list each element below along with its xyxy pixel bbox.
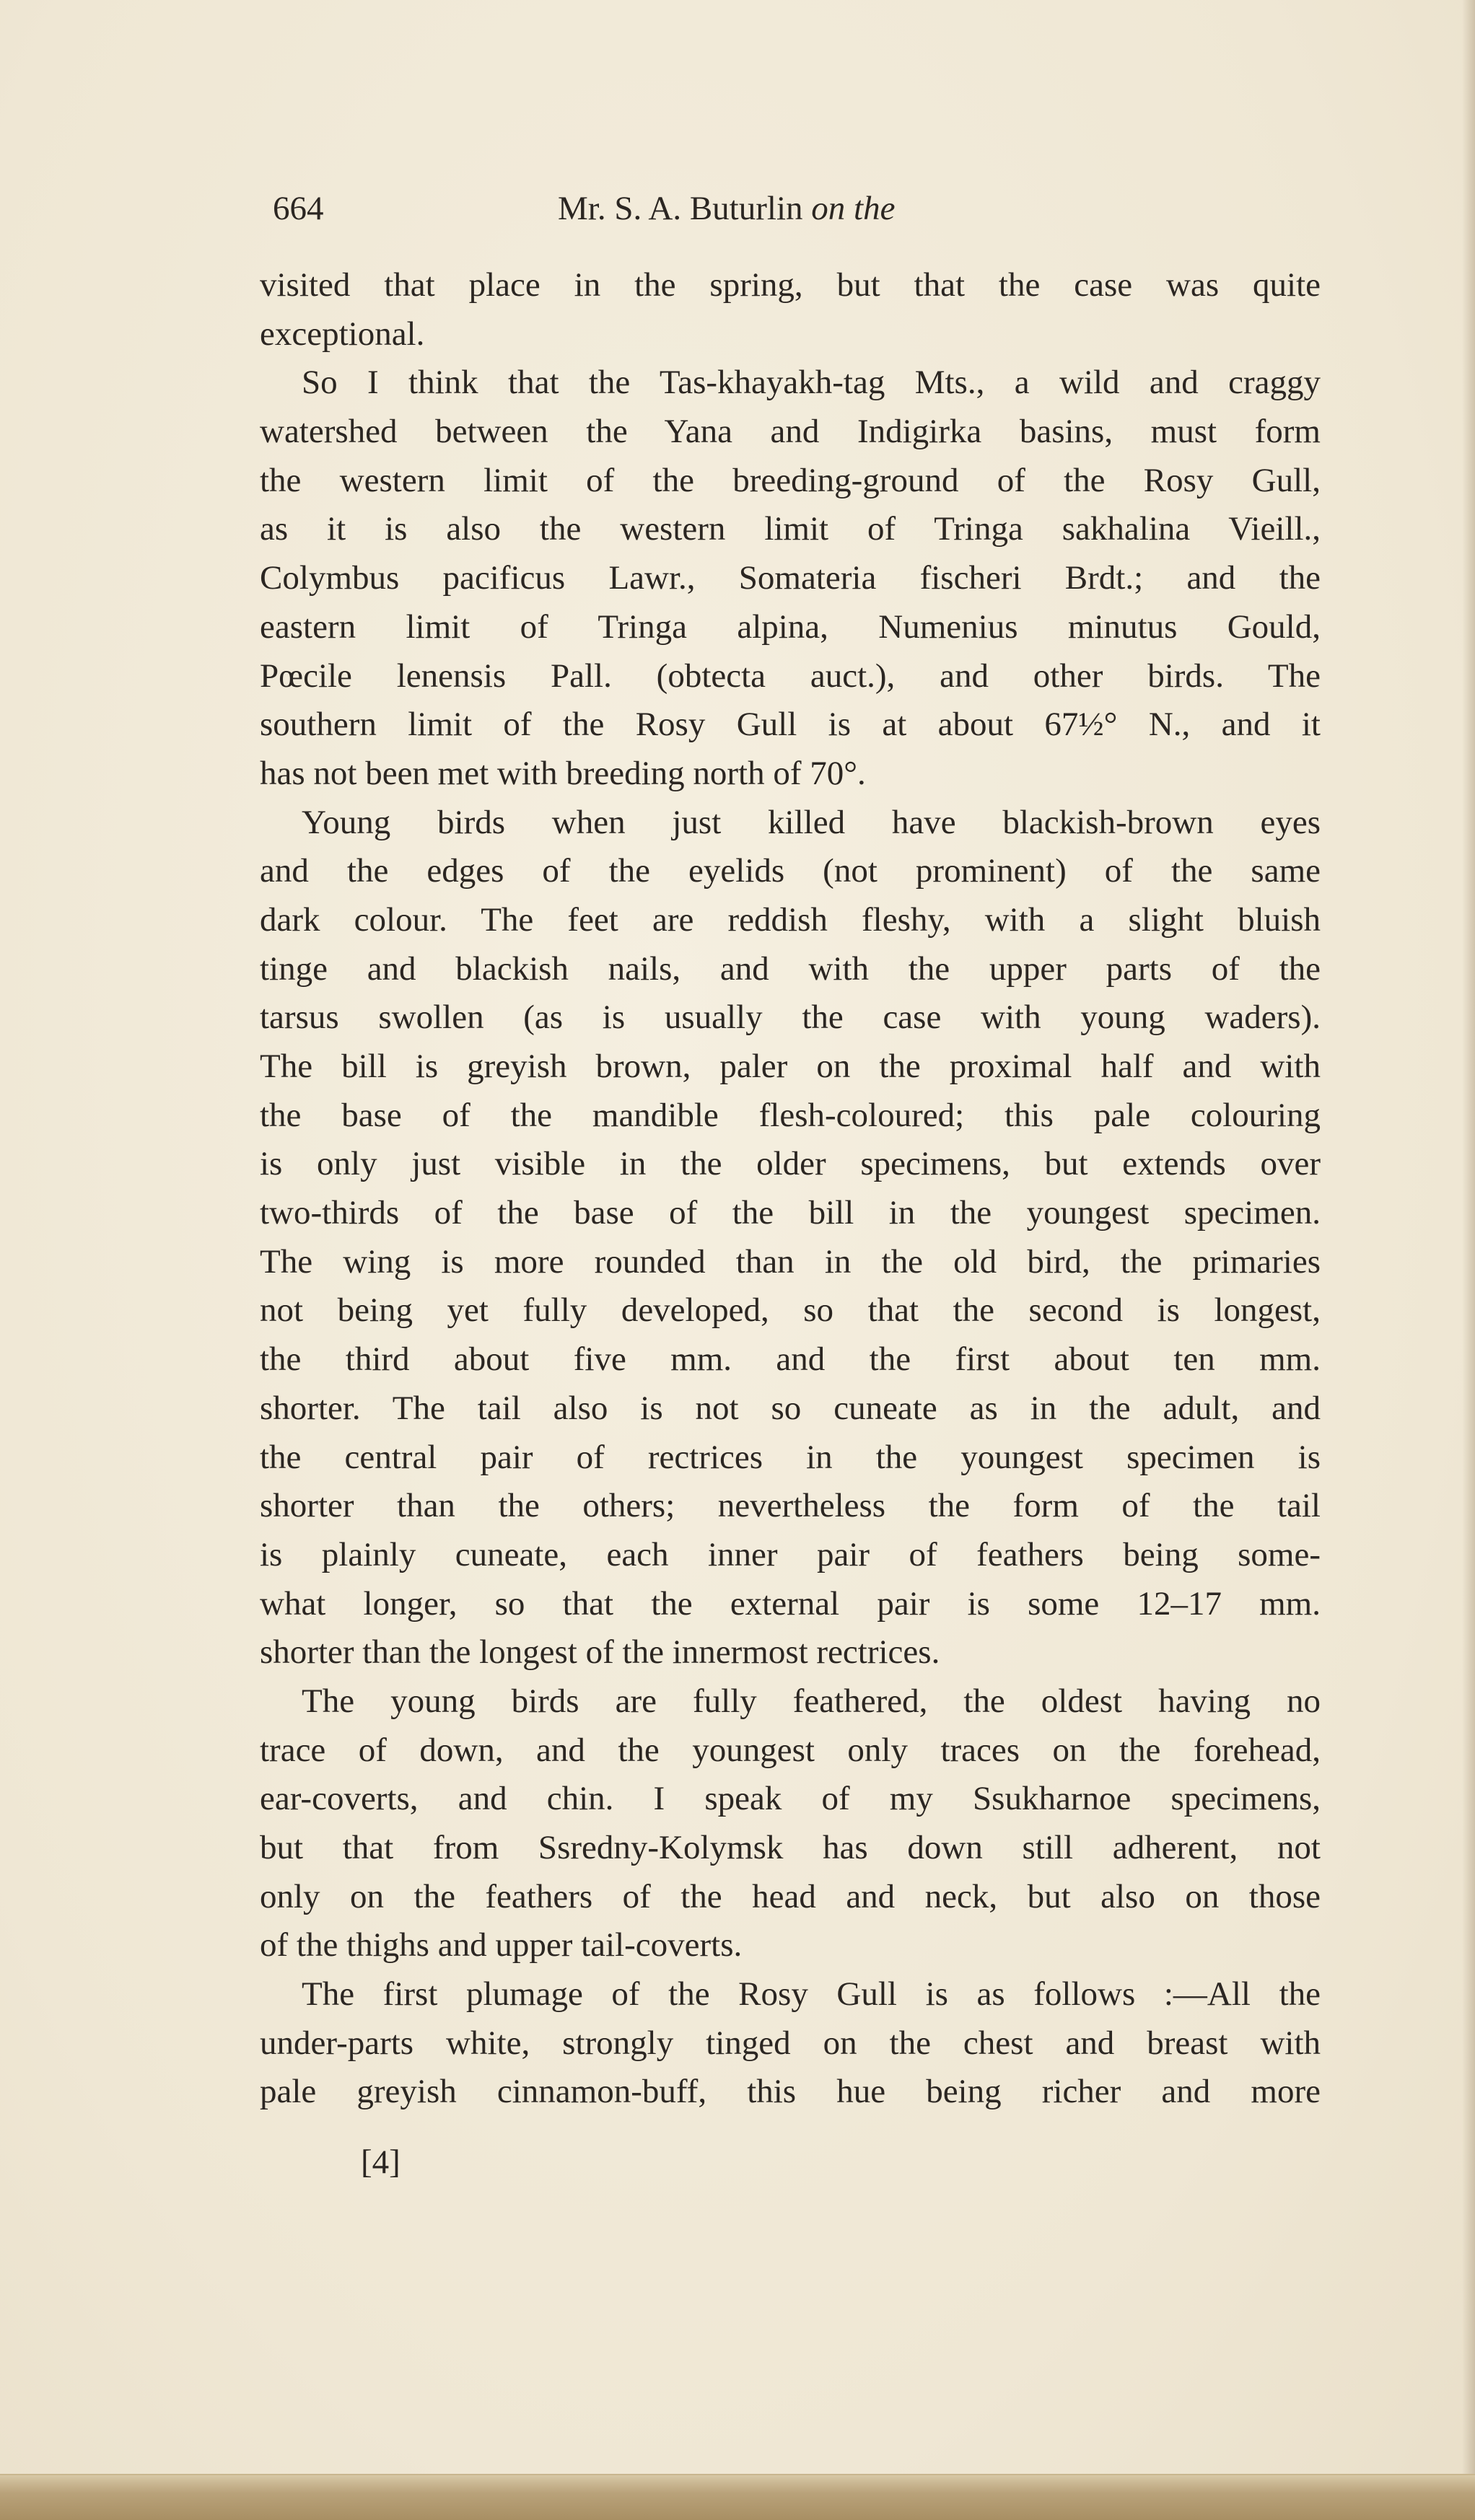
body-text — [260, 261, 1321, 2117]
text-line: exceptional. — [260, 315, 425, 353]
text-line: and the edges of the eyelids (not prominent) of the same — [260, 852, 1321, 890]
text-line: The wing is more rounded than in the old bird, the primaries — [260, 1242, 1321, 1281]
text-line: as it is also the western limit of Tringa sakhalina Vieill., — [260, 510, 1321, 548]
text-line: pale greyish cinnamon-buff, this hue being richer and more — [260, 2073, 1321, 2111]
text-line: but that from Ssredny-Kolymsk has down still adherent, not — [260, 1829, 1321, 1866]
text-line: not being yet fully developed, so that the second is longest, — [260, 1291, 1321, 1330]
text-line: visited that place in the spring, but that the case was quite — [260, 266, 1321, 304]
page-bottom-edge — [0, 2474, 1475, 2520]
text-line: The young birds are fully feathered, the oldest having no — [302, 1682, 1321, 1720]
text-line: southern limit of the Rosy Gull is at about 67½° N., and it — [260, 706, 1321, 744]
text-line: shorter. The tail also is not so cuneate as in the adult, and — [260, 1389, 1321, 1427]
text-line: has not been met with breeding north of 70°. — [260, 754, 866, 792]
running-head-author: Mr. S. A. Buturlin — [558, 190, 803, 227]
text-line: eastern limit of Tringa alpina, Numenius minutus Gould, — [260, 607, 1321, 646]
text-line: The bill is greyish brown, paler on the proximal half and with — [260, 1048, 1321, 1085]
text-line: tinge and blackish nails, and with the upper parts of the — [260, 949, 1321, 988]
text-line: dark colour. The feet are reddish fleshy, with a slight bluish — [260, 900, 1321, 939]
text-line: tarsus swollen (as is usually the case with young waders). — [260, 998, 1321, 1037]
text-line: of the thighs and upper tail-coverts. — [260, 1926, 743, 1964]
text-line: watershed between the Yana and Indigirka basins, must form — [260, 413, 1321, 451]
text-line: only on the feathers of the head and neck, but also on those — [260, 1877, 1321, 1915]
running-head-title: on the — [811, 190, 896, 227]
text-line: Colymbus pacificus Lawr., Somateria fischeri Brdt.; and the — [260, 559, 1321, 597]
text-line: shorter than the longest of the innermost rectrices. — [260, 1633, 940, 1672]
text-line: two-thirds of the base of the bill in the youngest specimen. — [260, 1194, 1321, 1232]
text-line: shorter than the others; nevertheless the form of the tail — [260, 1487, 1321, 1525]
text-line: is plainly cuneate, each inner pair of feathers being some- — [260, 1535, 1321, 1573]
signature-mark: [4] — [361, 2143, 401, 2181]
text-line: trace of down, and the youngest only traces on the forehead, — [260, 1731, 1321, 1769]
text-line: the third about five mm. and the first about ten mm. — [260, 1340, 1321, 1379]
text-line: the base of the mandible flesh-coloured; this pale colouring — [260, 1096, 1321, 1134]
text-line: ear-coverts, and chin. I speak of my Ssukharnoe specimens, — [260, 1780, 1321, 1818]
text-line: So I think that the Tas-khayakh-tag Mts., a wild and craggy — [302, 364, 1321, 402]
text-line: the central pair of rectrices in the youngest specimen is — [260, 1438, 1321, 1476]
text-line: Pœcile lenensis Pall. (obtecta auct.), and other birds. The — [260, 657, 1321, 695]
page-number: 664 — [273, 190, 324, 227]
text-line: is only just visible in the older specimens, but extends over — [260, 1145, 1321, 1183]
text-line: Young birds when just killed have blackish-brown eyes — [302, 803, 1321, 841]
text-line: what longer, so that the external pair is some 12–17 mm. — [260, 1584, 1321, 1623]
text-line: under-parts white, strongly tinged on the chest and breast with — [260, 2024, 1321, 2062]
running-head — [558, 189, 895, 228]
text-line: The first plumage of the Rosy Gull is as follows :—All the — [302, 1975, 1321, 2014]
text-line: the western limit of the breeding-ground of the Rosy Gull, — [260, 461, 1321, 499]
page-header — [273, 189, 1334, 240]
page-edge-shadow — [1462, 0, 1475, 2520]
